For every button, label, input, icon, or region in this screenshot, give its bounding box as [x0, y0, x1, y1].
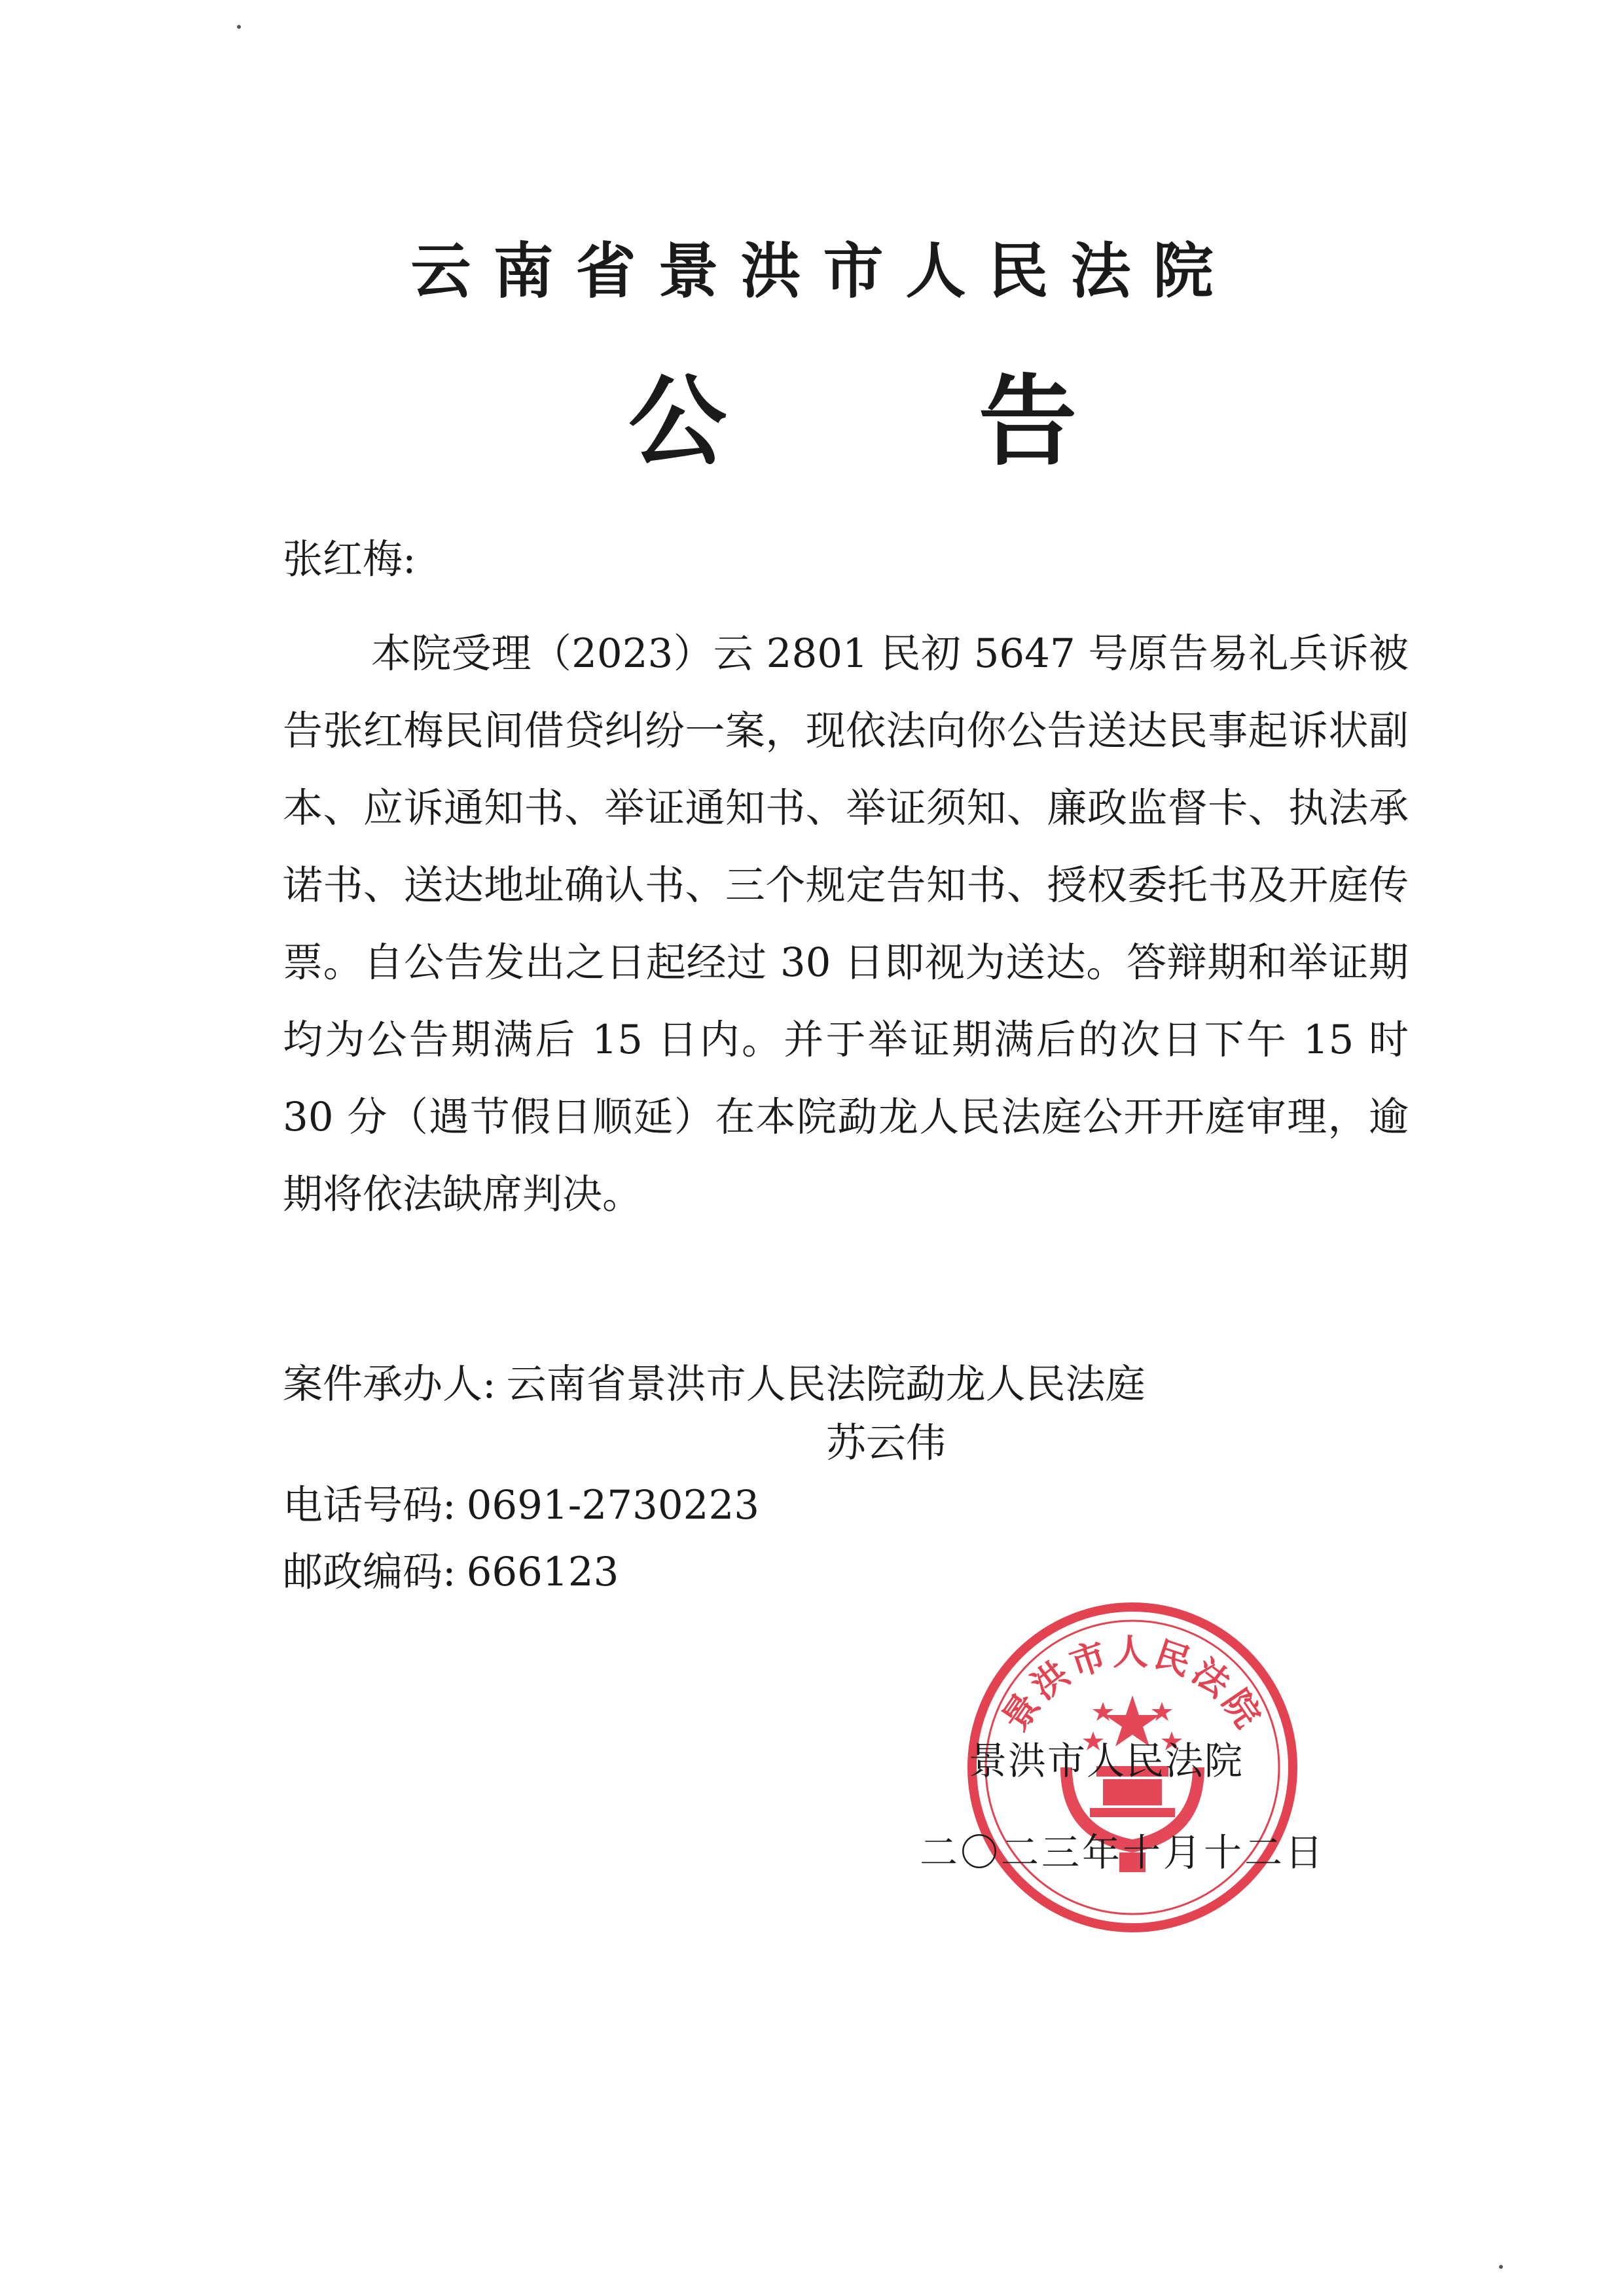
notice-title-char-2: 告	[979, 365, 1077, 479]
postcode-value: 666123	[466, 1549, 619, 1595]
court-name-heading: 云南省景洪市人民法院	[410, 236, 1236, 306]
notice-title-char-1: 公	[628, 365, 727, 479]
case-handler-row	[283, 1358, 1146, 1411]
postcode-label: 邮政编码:	[283, 1549, 456, 1595]
case-handler-label: 案件承办人:	[283, 1361, 496, 1407]
case-handler-unit: 云南省景洪市人民法院勐龙人民法庭	[506, 1361, 1146, 1407]
signing-court: 景洪市人民法院	[969, 1739, 1244, 1783]
case-handler-name: 苏云伟	[826, 1420, 947, 1466]
scan-speck	[1499, 2265, 1503, 2269]
scan-speck	[237, 25, 241, 29]
phone-label: 电话号码:	[283, 1482, 456, 1528]
addressee: 张红梅:	[283, 536, 416, 583]
phone-row	[283, 1479, 759, 1532]
seal-outer-text: 景洪市人民法院	[995, 1633, 1270, 1738]
notice-body-paragraph: 本院受理（2023）云 2801 民初 5647 号原告易礼兵诉被告张红梅民间借贷纠纷一案，现依法向你公告送达民事起诉状副本、应诉通知书、举证通知书、举证须知、廉政监督卡、执法承诺书、送达地址确认书、三个规定告知书、授权委托书及开庭传票。自公告发出之日起经过 30 日即视为送达。答辩期和举证期均为公告期满后 15 日内。并于举证期满后的次日下午 15 时 30 分（遇节假日顺延）在本院勐龙人民法庭公开开庭审理，逾期将依法缺席判决。	[283, 630, 1409, 1218]
signing-date: 二〇二三年十月十二日	[920, 1830, 1326, 1875]
phone-number: 0691-2730223	[466, 1482, 760, 1528]
postcode-row	[283, 1546, 619, 1599]
